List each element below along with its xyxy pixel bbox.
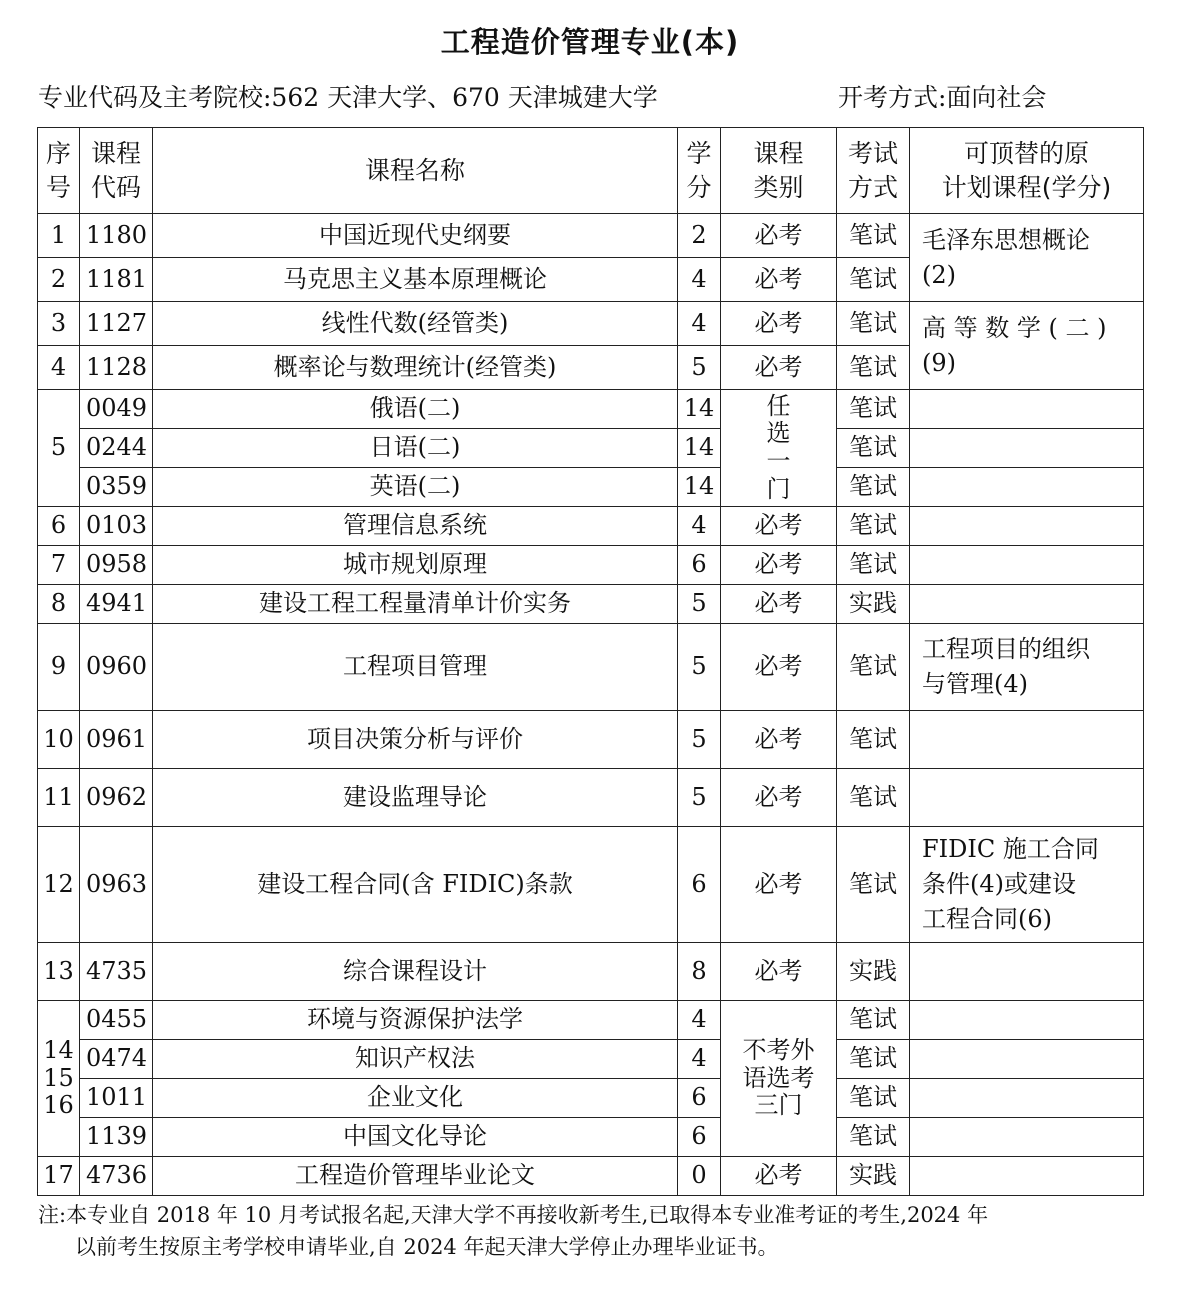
cell-credit: 2 [678,214,721,258]
cell-seq: 8 [38,585,80,624]
table-row [38,1001,1144,1040]
cell-replace: 工程项目的组织 与管理(4) [910,624,1144,711]
cell-code: 1139 [80,1118,153,1157]
cell-replace [910,1118,1144,1157]
cell-seq: 6 [38,507,80,546]
cell-category-choose-one: 任 选 一 门 [721,390,837,507]
cell-category: 必考 [721,827,837,943]
cell-code: 0049 [80,390,153,429]
cell-replace [910,769,1144,827]
cell-seq: 2 [38,258,80,302]
cell-credit: 4 [678,302,721,346]
cell-name: 城市规划原理 [153,546,678,585]
cell-code: 0963 [80,827,153,943]
cell-replace [910,711,1144,769]
cell-credit: 5 [678,624,721,711]
header-seq: 序 号 [38,128,80,214]
cell-exam: 实践 [837,1157,910,1196]
cell-credit: 6 [678,1118,721,1157]
cell-credit: 5 [678,585,721,624]
cell-category: 必考 [721,302,837,346]
cell-credit: 6 [678,827,721,943]
cell-replace [910,1040,1144,1079]
cell-category: 必考 [721,546,837,585]
cell-credit: 14 [678,429,721,468]
cell-code: 0455 [80,1001,153,1040]
cell-code: 1180 [80,214,153,258]
cell-category: 必考 [721,585,837,624]
cell-category: 必考 [721,214,837,258]
cell-credit: 5 [678,346,721,390]
cell-name: 建设工程合同(含 FIDIC)条款 [153,827,678,943]
header-replace: 可顶替的原 计划课程(学分) [910,128,1144,214]
cell-exam: 笔试 [837,1079,910,1118]
header-category: 课程 类别 [721,128,837,214]
footnote-line-1: 注:本专业自 2018 年 10 月考试报名起,天津大学不再接收新考生,已取得本专业准考证的考生,2024 年 [38,1203,989,1227]
cell-exam: 笔试 [837,302,910,346]
cell-exam: 笔试 [837,827,910,943]
exam-mode: 开考方式:面向社会 [838,83,1047,112]
cell-replace: 毛泽东思想概论 (2) [910,214,1144,302]
cell-replace [910,585,1144,624]
table-row [38,1040,1144,1079]
table-row [38,624,1144,711]
cell-category: 必考 [721,769,837,827]
cell-code: 4736 [80,1157,153,1196]
table-row [38,468,1144,507]
cell-name: 环境与资源保护法学 [153,1001,678,1040]
cell-replace [910,1001,1144,1040]
cell-name: 中国近现代史纲要 [153,214,678,258]
cell-name: 建设工程工程量清单计价实务 [153,585,678,624]
table-row [38,546,1144,585]
table-header-row [38,128,1144,214]
cell-category: 必考 [721,258,837,302]
table-row [38,585,1144,624]
cell-code: 0962 [80,769,153,827]
table-row [38,827,1144,943]
header-name: 课程名称 [153,128,678,214]
cell-name: 马克思主义基本原理概论 [153,258,678,302]
table-row [38,1157,1144,1196]
cell-code: 4735 [80,943,153,1001]
cell-credit: 6 [678,1079,721,1118]
cell-exam: 笔试 [837,1118,910,1157]
table-row [38,302,1144,346]
cell-replace [910,1079,1144,1118]
cell-replace: FIDIC 施工合同 条件(4)或建设 工程合同(6) [910,827,1144,943]
cell-seq: 1 [38,214,80,258]
cell-name: 俄语(二) [153,390,678,429]
footnote [38,1200,1148,1263]
cell-category: 必考 [721,624,837,711]
cell-credit: 4 [678,1001,721,1040]
cell-replace [910,390,1144,429]
footnote-line-2: 以前考生按原主考学校申请毕业,自 2024 年起天津大学停止办理毕业证书。 [75,1234,779,1259]
cell-category-no-foreign: 不考外 语选考 三门 [721,1001,837,1157]
cell-credit: 4 [678,507,721,546]
cell-code: 1128 [80,346,153,390]
cell-category: 必考 [721,943,837,1001]
page-title: 工程造价管理专业(本) [440,25,740,59]
cell-name: 工程项目管理 [153,624,678,711]
cell-replace [910,546,1144,585]
cell-code: 0958 [80,546,153,585]
course-table [37,127,1144,1196]
cell-replace [910,943,1144,1001]
cell-code: 1181 [80,258,153,302]
cell-exam: 笔试 [837,346,910,390]
table-row [38,429,1144,468]
cell-code: 0103 [80,507,153,546]
cell-credit: 6 [678,546,721,585]
cell-name: 知识产权法 [153,1040,678,1079]
cell-name: 项目决策分析与评价 [153,711,678,769]
cell-exam: 笔试 [837,1040,910,1079]
major-code-and-schools: 专业代码及主考院校:562 天津大学、670 天津城建大学 [38,83,658,112]
cell-credit: 4 [678,258,721,302]
table-row [38,1079,1144,1118]
cell-replace [910,1157,1144,1196]
table-row [38,390,1144,429]
cell-seq: 5 [38,390,80,507]
cell-credit: 14 [678,390,721,429]
cell-seq: 17 [38,1157,80,1196]
cell-exam: 实践 [837,585,910,624]
table-row [38,214,1144,258]
cell-code: 1127 [80,302,153,346]
cell-seq: 12 [38,827,80,943]
cell-seq: 11 [38,769,80,827]
cell-seq-14-16: 14 15 16 [38,1001,80,1157]
cell-replace [910,507,1144,546]
cell-name: 英语(二) [153,468,678,507]
cell-name: 线性代数(经管类) [153,302,678,346]
cell-category: 必考 [721,1157,837,1196]
table-row [38,943,1144,1001]
cell-replace [910,468,1144,507]
cell-seq: 10 [38,711,80,769]
cell-name: 工程造价管理毕业论文 [153,1157,678,1196]
cell-exam: 笔试 [837,546,910,585]
header-code: 课程 代码 [80,128,153,214]
cell-credit: 4 [678,1040,721,1079]
cell-exam: 笔试 [837,258,910,302]
cell-exam: 笔试 [837,1001,910,1040]
cell-exam: 笔试 [837,390,910,429]
cell-credit: 14 [678,468,721,507]
cell-credit: 5 [678,711,721,769]
cell-credit: 0 [678,1157,721,1196]
cell-code: 0244 [80,429,153,468]
cell-name: 概率论与数理统计(经管类) [153,346,678,390]
cell-category: 必考 [721,711,837,769]
cell-exam: 笔试 [837,429,910,468]
cell-exam: 实践 [837,943,910,1001]
cell-exam: 笔试 [837,769,910,827]
table-row [38,711,1144,769]
cell-name: 企业文化 [153,1079,678,1118]
table-row [38,507,1144,546]
cell-category: 必考 [721,507,837,546]
cell-seq: 4 [38,346,80,390]
cell-exam: 笔试 [837,711,910,769]
cell-name: 建设监理导论 [153,769,678,827]
table-row [38,1118,1144,1157]
cell-name: 日语(二) [153,429,678,468]
cell-name: 中国文化导论 [153,1118,678,1157]
cell-code: 0474 [80,1040,153,1079]
cell-exam: 笔试 [837,468,910,507]
cell-code: 0960 [80,624,153,711]
cell-credit: 5 [678,769,721,827]
cell-credit: 8 [678,943,721,1001]
cell-code: 0359 [80,468,153,507]
cell-exam: 笔试 [837,507,910,546]
table-row [38,769,1144,827]
cell-replace [910,429,1144,468]
cell-exam: 笔试 [837,214,910,258]
cell-seq: 13 [38,943,80,1001]
cell-seq: 3 [38,302,80,346]
cell-name: 综合课程设计 [153,943,678,1001]
cell-code: 0961 [80,711,153,769]
header-exam: 考试 方式 [837,128,910,214]
cell-seq: 9 [38,624,80,711]
cell-exam: 笔试 [837,624,910,711]
cell-category: 必考 [721,346,837,390]
cell-seq: 7 [38,546,80,585]
cell-code: 1011 [80,1079,153,1118]
cell-code: 4941 [80,585,153,624]
cell-replace: 高 等 数 学 ( 二 ) (9) [910,302,1144,390]
header-credit: 学 分 [678,128,721,214]
cell-name: 管理信息系统 [153,507,678,546]
